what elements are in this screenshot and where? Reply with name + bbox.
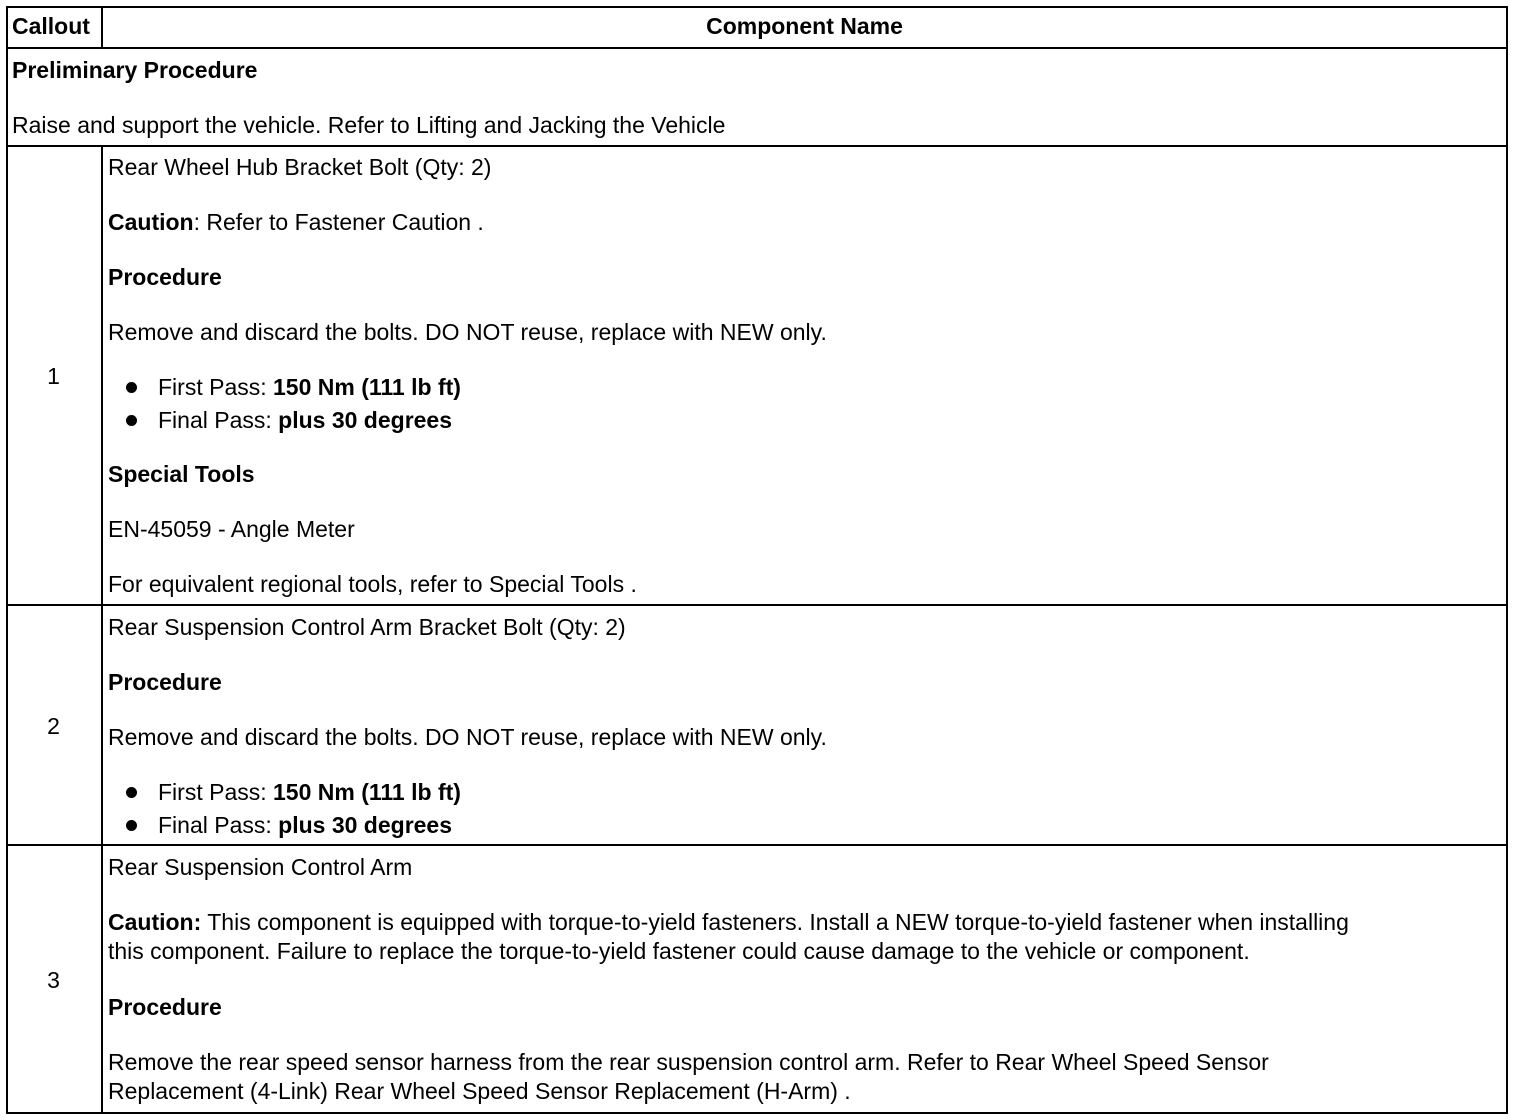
bullet-icon <box>126 415 137 426</box>
procedure-text: Remove and discard the bolts. DO NOT reuse, replace with NEW only. <box>108 724 827 750</box>
column-divider <box>101 145 103 1114</box>
caution-text: : Refer to Fastener Caution . <box>193 209 484 235</box>
torque-first-pass <box>158 779 461 806</box>
pass-value: 150 Nm (111 lb ft) <box>273 374 461 400</box>
torque-final-pass <box>158 812 452 839</box>
row-divider <box>6 145 1508 147</box>
component-name: Rear Suspension Control Arm <box>108 854 413 880</box>
row-divider <box>6 844 1508 846</box>
bullet-icon <box>126 820 137 831</box>
pass-value: 150 Nm (111 lb ft) <box>273 779 461 805</box>
pass-label: First Pass: <box>158 779 274 805</box>
bullet-icon <box>126 382 137 393</box>
procedure-label: Procedure <box>108 264 222 290</box>
table-border-right <box>1506 6 1508 1114</box>
procedure-label: Procedure <box>108 669 222 695</box>
caution-label: Caution: <box>108 909 202 935</box>
table-border-top <box>6 6 1508 8</box>
callout-number: 2 <box>47 713 60 739</box>
component-name: Rear Wheel Hub Bracket Bolt (Qty: 2) <box>108 154 492 180</box>
special-tool: EN-45059 - Angle Meter <box>108 516 355 542</box>
table-border-left <box>6 6 8 1114</box>
tool-note: For equivalent regional tools, refer to Special Tools . <box>108 571 637 597</box>
caution-text: This component is equipped with torque-to-yield fasteners. Install a NEW torque-to-yield fastener when installing <box>201 909 1349 935</box>
procedure-text-continued: Replacement (4-Link) Rear Wheel Speed Sensor Replacement (H-Arm) . <box>108 1078 851 1104</box>
table-border-bottom <box>6 1112 1508 1114</box>
header-divider <box>6 47 1508 49</box>
header-callout: Callout <box>12 13 90 39</box>
procedure-label: Procedure <box>108 994 222 1020</box>
caution-text-continued: this component. Failure to replace the torque-to-yield fastener could cause damage to the vehicle or component. <box>108 938 1250 964</box>
special-tools-label: Special Tools <box>108 461 255 487</box>
pass-label: Final Pass: <box>158 407 279 433</box>
pass-label: Final Pass: <box>158 812 279 838</box>
component-name: Rear Suspension Control Arm Bracket Bolt (Qty: 2) <box>108 614 626 640</box>
row-divider <box>6 604 1508 606</box>
bullet-icon <box>126 787 137 798</box>
caution-line <box>108 209 484 236</box>
pass-value: plus 30 degrees <box>278 407 453 433</box>
caution-label: Caution <box>108 209 194 235</box>
caution-line <box>108 909 1349 936</box>
torque-final-pass <box>158 407 452 434</box>
procedure-text: Remove the rear speed sensor harness from the rear suspension control arm. Refer to Rear Wheel Speed Sensor <box>108 1049 1269 1075</box>
header-component-name: Component Name <box>706 13 903 39</box>
pass-value: plus 30 degrees <box>278 812 453 838</box>
preliminary-text: Raise and support the vehicle. Refer to Lifting and Jacking the Vehicle <box>12 112 726 138</box>
callout-number: 3 <box>47 967 60 993</box>
callout-number: 1 <box>47 363 60 389</box>
torque-first-pass <box>158 374 461 401</box>
preliminary-title: Preliminary Procedure <box>12 57 258 83</box>
pass-label: First Pass: <box>158 374 274 400</box>
procedure-text: Remove and discard the bolts. DO NOT reuse, replace with NEW only. <box>108 319 827 345</box>
component-table <box>6 6 1508 1114</box>
